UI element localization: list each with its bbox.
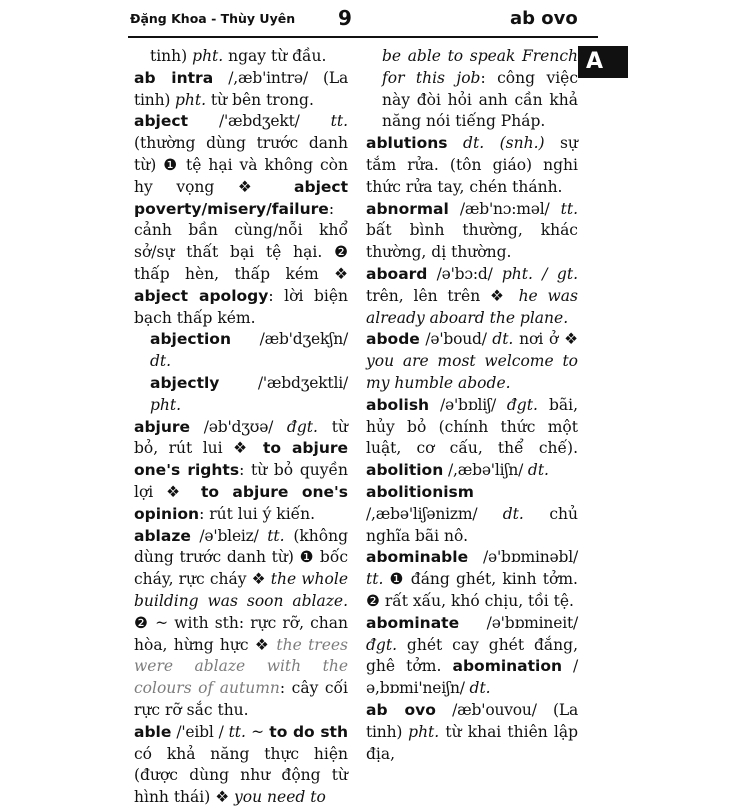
headword: abjectly [150, 373, 220, 392]
entry-abominate [366, 613, 578, 700]
part-of-speech: đgt. [286, 417, 318, 436]
example-phrase: to do sth [269, 722, 349, 741]
headword: abominable [366, 548, 469, 567]
part-of-speech: tt. [560, 199, 578, 218]
definition: ghét cay ghét đắng, ghê tởm. [366, 635, 578, 676]
pronunciation: /ə'bleiz/ [190, 526, 268, 545]
definition: chủ nghĩa bãi nô. [366, 504, 578, 545]
example-marker: ❖ [251, 570, 271, 589]
example-phrase: he was already aboard the plane. [366, 286, 578, 327]
entry-abjectly [134, 373, 348, 417]
example-translation: : lời biện bạch thấp kém. [134, 286, 348, 327]
definition: ngay từ đầu. [223, 47, 327, 65]
entry-abolish [366, 395, 578, 482]
entry-ab-ovo [366, 700, 578, 765]
example-phrase: abject poverty/misery/failure [134, 177, 348, 218]
entry-abominable [366, 547, 578, 612]
left-column [134, 46, 348, 809]
part-of-speech: tt. [267, 526, 285, 545]
headword: ablutions [366, 134, 448, 153]
headword: ab intra [134, 68, 214, 87]
example-marker: ❖ [254, 635, 277, 654]
entry-abolitionism [366, 482, 578, 547]
pronunciation: /ə'bɒliʃ/ [429, 395, 507, 414]
definition: (thường dùng trước danh từ) ❶ tệ hại và không còn hy vọng [134, 134, 348, 196]
definition: bất bình thường, khác thường, dị thường. [366, 221, 578, 262]
example-translation: : cảnh bần cùng/nỗi khổ sở/sự thất bại tệ hại. ❷ thấp hèn, thấp kém [134, 199, 348, 283]
pronunciation: /,æb'intrə/ (La tinh) [134, 68, 348, 109]
part-of-speech: dt. [527, 461, 549, 480]
thumb-index-tab: A [578, 46, 628, 78]
part-of-speech: pht. [192, 47, 224, 65]
part-of-speech: dt. (snh.) [447, 134, 545, 153]
definition: từ bên trong. [206, 90, 314, 109]
entry-ablaze [134, 526, 348, 722]
header-rule [128, 36, 598, 38]
part-of-speech: pht. [174, 90, 206, 109]
entry-ablutions [366, 133, 578, 198]
example-phrase: be able to speak French for this job [382, 47, 578, 87]
right-column [366, 46, 578, 765]
headword: abjection [150, 330, 231, 349]
pronunciation: /æb'dʒekʃn/ [230, 330, 348, 349]
entry-text: tinh) [150, 47, 193, 65]
part-of-speech: pht. / gt. [501, 264, 579, 283]
pronunciation: /ə'bɒmineit/ [459, 613, 578, 632]
entry-continuation [366, 46, 578, 133]
example-translation: : cây cối rực rỡ sắc thu. [134, 679, 348, 719]
part-of-speech: dt. [502, 504, 524, 523]
entry-abnormal [366, 199, 578, 264]
definition: từ bỏ, rút lui [134, 417, 348, 458]
example-translation: : rút lui ý kiến. [199, 504, 316, 523]
part-of-speech: tt. [228, 722, 246, 741]
definition: từ khai thiên lập địa, [366, 722, 578, 763]
part-of-speech: dt. [492, 330, 514, 349]
example-marker: ❖ [334, 264, 348, 283]
example-phrase: abject apology [134, 286, 269, 305]
headword: ab ovo [366, 700, 436, 719]
part-of-speech: dt. [150, 352, 172, 371]
page-number: 9 [338, 6, 352, 30]
guide-word: ab ovo [510, 8, 578, 29]
pronunciation: /,æbə'liʃn/ [443, 461, 528, 480]
part-of-speech: pht. [150, 395, 182, 414]
headword: abode [366, 330, 420, 349]
part-of-speech: dt. [469, 679, 491, 698]
example-translation: : từ bỏ quyền lợi [134, 461, 348, 501]
sub-headword: abomination [452, 657, 563, 676]
page-header [0, 0, 750, 40]
headword: able [134, 722, 172, 741]
definition: nơi ở [513, 330, 565, 349]
definition: ❶ đáng ghét, kinh tởm. ❷ rất xấu, khó chịu, tồi tệ. [366, 570, 578, 610]
definition: (không dùng trước danh từ) ❶ bốc cháy, rực cháy [134, 526, 348, 589]
part-of-speech: đgt. [366, 635, 397, 654]
part-of-speech: pht. [408, 722, 440, 741]
entry-aboard [366, 264, 578, 329]
example-marker: ❖ [215, 788, 235, 807]
headword: abolitionism [366, 482, 474, 501]
headword: abject [134, 112, 188, 131]
pronunciation: /ə'bɒminəbl/ [468, 548, 578, 567]
part-of-speech: tt. [330, 112, 348, 131]
example-phrase: to abjure one's rights [134, 439, 349, 480]
entry-abjection [134, 329, 348, 373]
example-translation: : công việc này đòi hỏi anh cần khả năng nói tiếng Pháp. [382, 68, 579, 131]
pronunciation: /ə,bɒmi'neiʃn/ [366, 657, 578, 698]
pronunciation: /ə'bɔ:d/ [427, 264, 502, 283]
pronunciation: /'æbdʒekt/ [187, 112, 331, 131]
example-marker: ❖ [564, 330, 578, 349]
headword: abolish [366, 395, 430, 414]
sub-headword: abolition [366, 461, 444, 480]
example-phrase: you need to [234, 788, 326, 807]
example-phrase: to abjure one's opinion [134, 482, 348, 523]
example-marker: ❖ [166, 482, 201, 501]
pronunciation: /ə'boud/ [419, 330, 493, 349]
pronunciation: /'æbdʒektli/ [219, 373, 348, 392]
tilde-marker: ~ [245, 722, 270, 741]
part-of-speech: tt. [366, 570, 384, 589]
entry-abode [366, 329, 578, 394]
entry-continuation [134, 46, 348, 68]
pronunciation: /æb'ouvou/ (La tinh) [366, 700, 578, 741]
entry-abjure [134, 417, 348, 526]
entry-ab-intra [134, 68, 348, 112]
definition: sự tắm rửa. (tôn giáo) nghi thức rửa tay, chén thánh. [366, 134, 578, 196]
headword: abjure [134, 417, 191, 436]
pronunciation: /æb'nɔ:məl/ [448, 199, 561, 218]
example-phrase: you are most welcome to my humble abode. [366, 352, 578, 392]
definition: trên, lên trên [366, 286, 491, 305]
pronunciation: /əb'dʒʊə/ [190, 417, 287, 436]
example-marker: ❖ [490, 286, 519, 305]
header-authors: Đặng Khoa - Thùy Uyên [130, 11, 296, 26]
example-phrase: the whole building was soon ablaze. [134, 570, 348, 610]
headword: abnormal [366, 199, 449, 218]
example-phrase: the trees were ablaze with the colours of autumn [134, 635, 349, 698]
pronunciation: /'eibl / [171, 722, 229, 741]
definition: có khả năng thực hiện (được dùng như động từ hình thái) [134, 744, 348, 807]
example-marker: ❖ [233, 439, 263, 458]
pronunciation: /,æbə'liʃənizm/ [366, 504, 503, 523]
entry-able [134, 722, 348, 809]
headword: abominate [366, 613, 460, 632]
definition: ❷ ~ with sth: rực rỡ, chan hòa, hừng hực [134, 613, 348, 654]
part-of-speech: đgt. [506, 395, 538, 414]
example-marker: ❖ [237, 177, 295, 196]
headword: aboard [366, 264, 428, 283]
headword: ablaze [134, 526, 191, 545]
entry-abject [134, 111, 348, 329]
definition: bãi, hủy bỏ (chính thức một luật, cơ cấu, thể chế). [366, 395, 578, 458]
